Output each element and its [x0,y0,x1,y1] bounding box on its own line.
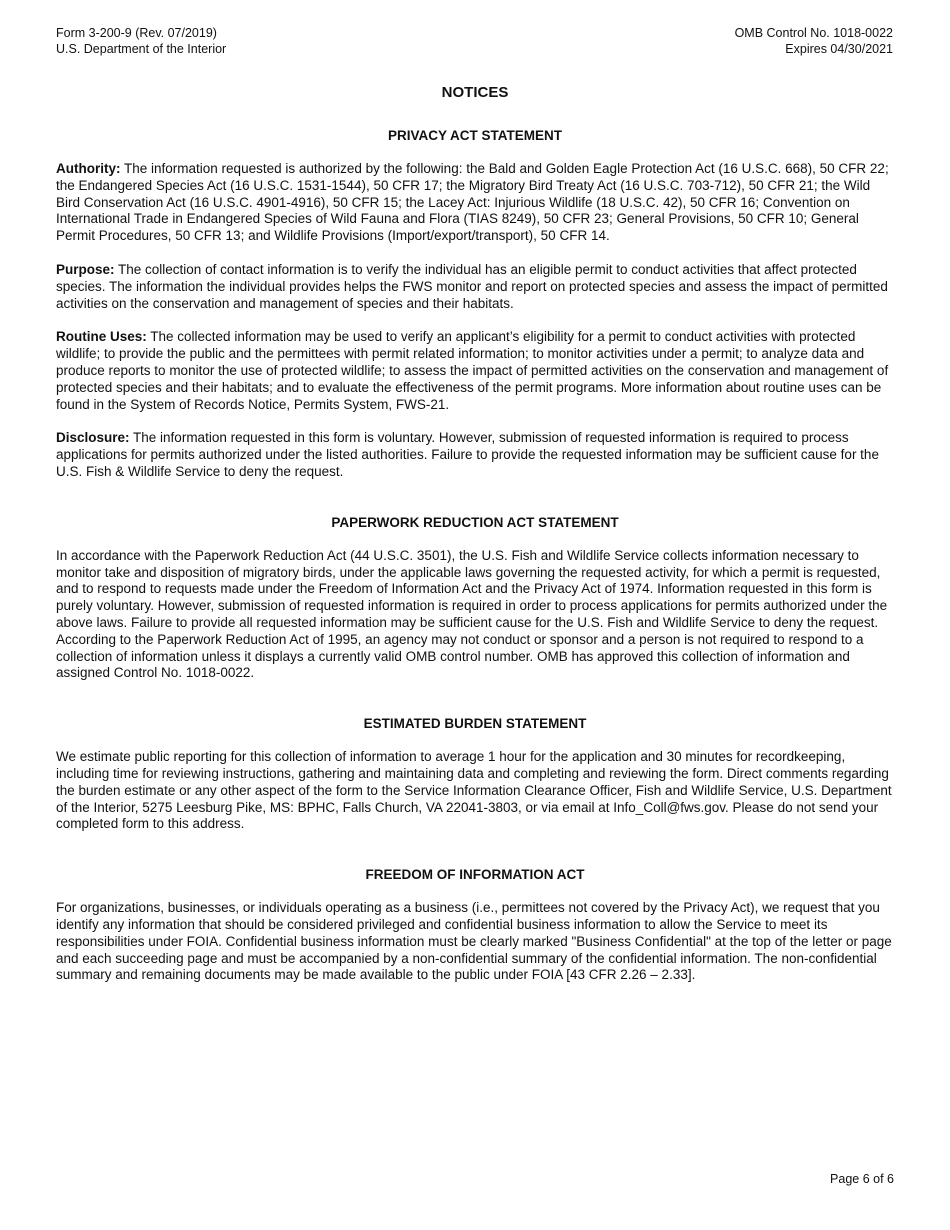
authority-label: Authority: [56,161,121,176]
authority-paragraph [56,161,894,245]
header-left [56,26,226,57]
disclosure-text: The information requested in this form is voluntary. However, submission of requested information is required to process applications for permits authorized under the listed authorities. Failure to provide the requested information may be sufficient cause for the U.S. Fish & Wildlife Service to deny the request. [56,430,879,479]
disclosure-label: Disclosure: [56,430,130,446]
paperwork-reduction-heading: PAPERWORK REDUCTION ACT STATEMENT [331,514,619,530]
privacy-act-heading: PRIVACY ACT STATEMENT [387,128,562,143]
authority-text: The information requested is authorized by the following: the Bald and Golden Eagle Protection Act (16 U.S.C. 668), 50 CFR 22; the Endangered Species Act (16 U.S.C. 1531-1544), 50 CFR 17; the Migratory Bird Treaty Act (16 U.S.C. 703-712), 50 CFR 21; the Wild Bird Conservation Act (16 U.S.C. 4901-4916), 50 CFR 15; the Lacey Act: Injurious Wildlife (18 U.S.C. 42), 50 CFR 16; Convention on International Trade in Endangered Species of Wild Fauna and Flora (TIAS 8249), 50 CFR 23; General Provisions, 50 CFR 10; General Permit Procedures, 50 CFR 13; and Wildlife Provisions (Import/export/transport), 50 CFR 14. [56,161,889,244]
section-spacer [56,850,894,867]
foia-heading: FREEDOM OF INFORMATION ACT [365,867,585,883]
section-spacer [56,498,894,515]
estimated-burden-paragraph: We estimate public reporting for this collection of information to average 1 hour for the application and 30 minutes for recordkeeping, including time for reviewing instructions, gathering and maintaining data and completing and reviewing the form. Direct comments regarding the burden estimate or any other aspect of the form to the Service Information Clearance Officer, Fish and Wildlife Service, U.S. Department of the Interior, 5275 Leesburg Pike, MS: BPHC, Falls Church, VA 22041-3803, or via email at Info_Coll@fws.gov. Please do not send your completed form to this address. [56,749,892,832]
header-right [735,26,893,57]
section-spacer [56,699,894,716]
purpose-text: The collection of contact information is to verify the individual has an eligible permit to conduct activities that affect protected species. The information the individual provides helps the FWS monitor and report on protected species and assess the impact of permitted activities on the conservation and management of species and their habitats. [56,261,888,311]
document-body [56,84,894,1001]
omb-control-number: OMB Control No. 1018-0022 [734,26,893,40]
foia-paragraph: For organizations, businesses, or individuals operating as a business (i.e., permittees not covered by the Privacy Act), we request that you identify any information that should be considered privileged and confidential business information to allow the Service to meet its responsibilities under FOIA. Confidential business information must be clearly marked "Business Confidential" at the top of the letter or page and each succeeding page and must be accompanied by a non-confidential summary of the confidential information. The non-confidential summary and remaining documents may be made available to the public under FOIA [43 CFR 2.26 – 2.33]. [56,900,892,983]
routine-uses-text: The collected information may be used to verify an applicant’s eligibility for a permit to conduct activities with protected wildlife; to provide the public and the permittees with permit related information; to monitor activities under a permit; to analyze data and produce reports to monitor the use of protected wildlife; to assess the impact of permitted activities on the conservation and management of protected species and their habitats; and to evaluate the effectiveness of the permit programs. More information about routine uses can be found in the System of Records Notice, Permits System, FWS-21. [56,329,889,412]
routine-uses-paragraph [56,329,894,413]
estimated-burden-heading: ESTIMATED BURDEN STATEMENT [363,716,587,732]
page-title: NOTICES [441,84,509,101]
disclosure-paragraph [56,430,894,480]
paperwork-reduction-paragraph: In accordance with the Paperwork Reduction Act (44 U.S.C. 3501), the U.S. Fish and Wildlife Service collects information necessary to monitor take and disposition of migratory birds, under the applicable laws governing the requested activity, for which a permit is requested, and to respond to requests made under the Freedom of Information Act and the Privacy Act of 1974. Information requested in this form is purely voluntary. However, submission of requested information is required in order to process applications for permits authorized under the above laws. Failure to provide all requested information may be sufficient cause for the U.S. Fish and Wildlife Service to deny the request. According to the Paperwork Reduction Act of 1995, an agency may not conduct or sponsor and a person is not required to respond to a collection of information unless it displays a currently valid OMB control number. OMB has approved this collection of information and assigned Control No. 1018-0022. [56,547,888,681]
department-name: U.S. Department of the Interior [56,41,227,56]
page-number: Page 6 of 6 [830,1172,894,1186]
purpose-label: Purpose: [56,261,115,277]
form-number: Form 3-200-9 (Rev. 07/2019) [56,26,217,40]
expiration-date: Expires 04/30/2021 [785,41,893,56]
routine-uses-label: Routine Uses: [56,329,147,345]
purpose-paragraph [56,262,894,312]
